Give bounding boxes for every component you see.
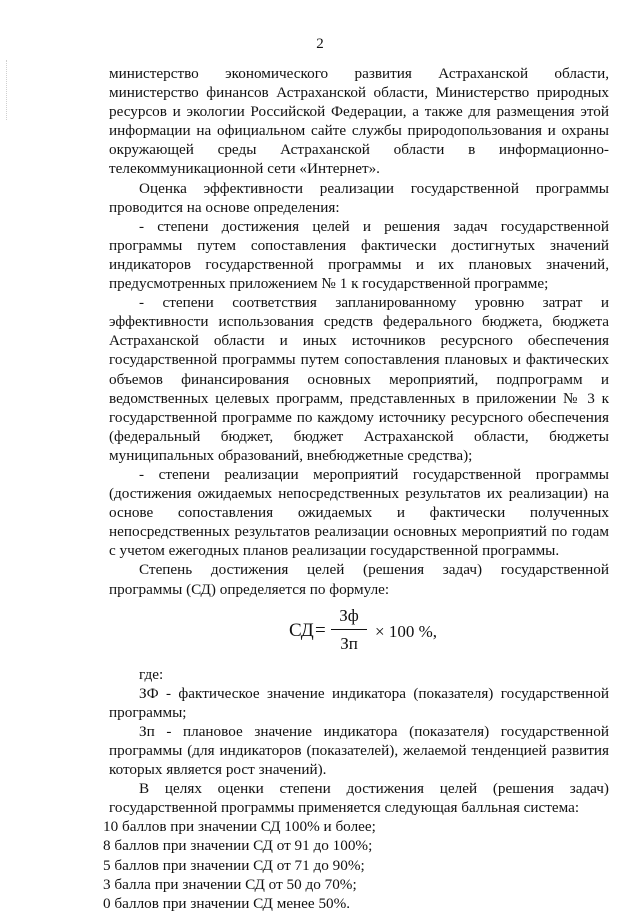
scoring-item: 0 баллов при значении СД менее 50%. xyxy=(103,894,351,912)
paragraph-6: Степень достижения целей (решения задач) государственной программы (СД) определяется по формуле: xyxy=(109,561,609,598)
fraction-bar xyxy=(331,629,367,630)
margin-marks xyxy=(6,60,9,120)
formula-equals: = xyxy=(315,619,326,641)
definition-zp: Зп - плановое значение индикатора (показателя) государственной программы (для индикаторов (показателей), желаемой тенденцией развития которых является рост значений). xyxy=(109,722,609,779)
scoring-item: 10 баллов при значении СД 100% и более; xyxy=(103,818,376,836)
paragraph-2: Оценка эффективности реализации государственной программы проводится на основе определения: xyxy=(109,179,609,216)
scoring-item: 3 балла при значении СД от 50 до 70%; xyxy=(103,875,357,893)
formula xyxy=(109,605,609,663)
scoring-list xyxy=(103,817,609,912)
definition-zf: ЗФ - фактическое значение индикатора (показателя) государственной программы; xyxy=(109,684,609,721)
formula-lhs: СД xyxy=(289,619,314,641)
page-number: 2 xyxy=(316,36,324,52)
document-body xyxy=(103,64,609,913)
paragraph-5: - степени реализации мероприятий государственной программы (достижения ожидаемых непосредственных результатов их реализации) на основе сопоставления ожидаемых и фактически полученных непосредственных результатов реализации основных мероприятий по годам с учетом ежегодных планов реализации государственной программы. xyxy=(109,465,609,560)
formula-fraction xyxy=(331,605,367,655)
scoring-intro: В целях оценки степени достижения целей (решения задач) государственной программы применяется следующая балльная система: xyxy=(109,780,609,817)
scoring-item: 5 баллов при значении СД от 71 до 90%; xyxy=(103,856,365,874)
formula-numerator: Зф xyxy=(339,605,359,625)
paragraph-4: - степени соответствия запланированному уровню затрат и эффективности использования средств федерального бюджета, бюджета Астраханской области и иных источников ресурсного обеспечения государственной программы путем сопоставления плановых и фактических объемов финансирования основных мероприятий, подпрограмм и ведомственных целевых программ, представленных в приложении № 3 к государственной программе по каждому источнику ресурсного обеспечения (федеральный бюджет, бюджет Астраханской области, бюджеты муниципальных образований, внебюджетные средства); xyxy=(109,294,609,464)
formula-rhs: × 100 %, xyxy=(375,621,437,641)
paragraph-1: министерство экономического развития Астраханской области, министерство финансов Астраханской области, Министерство природных ресурсов и экологии Российской Федерации, а также для размещения этой информации на официальном сайте службы природопользования и охраны окружающей среды Астраханской области в информационно-телекоммуникационной сети «Интернет». xyxy=(109,65,609,178)
paragraph-3: - степени достижения целей и решения задач государственной программы путем сопоставления фактически достигнутых значений индикаторов государственной программы и их плановых значений, предусмотренных приложением № 1 к государственной программе; xyxy=(109,217,609,293)
scoring-item: 8 баллов при значении СД от 91 до 100%; xyxy=(103,837,373,855)
formula-denominator: Зп xyxy=(340,633,358,653)
where-label: где: xyxy=(139,665,164,683)
